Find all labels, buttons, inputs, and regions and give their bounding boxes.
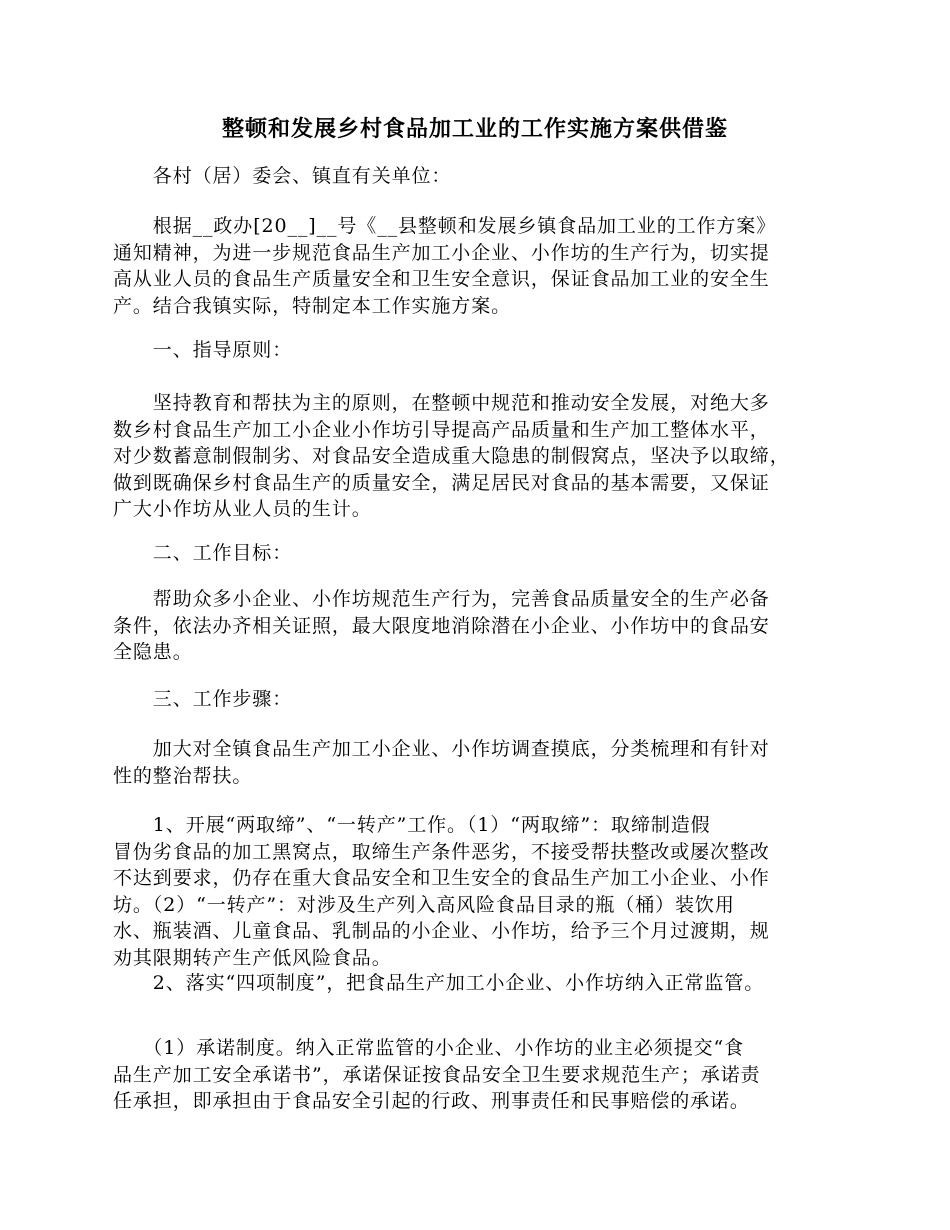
text-line: 数乡村食品生产加工小企业小作坊引导提高产品质量和生产加工整体水平， [113, 418, 770, 441]
text-line: 高从业人员的食品生产质量安全和卫生安全意识，保证食品加工业的安全生 [113, 268, 770, 290]
document-title: 整顿和发展乡村食品加工业的工作实施方案供借鉴 [221, 116, 728, 142]
steps-intro-paragraph [113, 736, 843, 789]
text-line: 做到既确保乡村食品生产的质量安全，满足居民对食品的基本需要，又保证 [113, 471, 770, 494]
step-2-1-paragraph [113, 1035, 843, 1115]
text-line: 通知精神，为进一步规范食品生产加工小企业、小作坊的生产行为，切实提 [113, 241, 770, 264]
principle-paragraph [113, 390, 843, 523]
text-line: 条件，依法办齐相关证照，最大限度地消除潜在小企业、小作坊中的食品安 [113, 614, 770, 637]
salutation [113, 163, 843, 190]
text-line: 对少数蓄意制假制劣、对食品安全造成重大隐患的制假窝点，坚决予以取缔， [113, 445, 790, 467]
goal-paragraph [113, 586, 843, 666]
text-line: 三、工作步骤： [113, 688, 293, 710]
section-heading-principle [113, 337, 843, 364]
text-line: 全隐患。 [113, 641, 193, 663]
text-line: 劝其限期转产生产低风险食品。 [113, 946, 392, 969]
text-line: 二、工作目标： [113, 542, 293, 564]
text-line: 1、开展“两取缔”、“一转产”工作。（1）“两取缔”：取缔制造假 [113, 814, 711, 836]
text-line: 产。结合我镇实际，特制定本工作实施方案。 [113, 294, 512, 317]
text-line: 加大对全镇食品生产加工小企业、小作坊调查摸底，分类梳理和有针对 [113, 738, 770, 760]
text-line: 品生产加工安全承诺书”，承诺保证按食品安全卫生要求规范生产；承诺责 [113, 1063, 761, 1086]
text-line: 各村（居）委会、镇直有关单位： [113, 165, 452, 187]
text-line: 不达到要求，仍存在重大食品安全和卫生安全的食品生产加工小企业、小作 [113, 867, 770, 889]
step-1-paragraph [113, 812, 843, 971]
section-heading-goal [113, 540, 843, 567]
text-line: 帮助众多小企业、小作坊规范生产行为，完善食品质量安全的生产必备 [113, 588, 770, 610]
text-line: 广大小作坊从业人员的生计。 [113, 498, 372, 520]
intro-paragraph [113, 213, 843, 319]
text-line: 水、瓶装酒、儿童食品、乳制品的小企业、小作坊，给予三个月过渡期，规 [113, 920, 770, 942]
text-line: 冒伪劣食品的加工黑窝点，取缔生产条件恶劣，不接受帮扶整改或屡次整改 [113, 840, 770, 863]
text-line: （1）承诺制度。纳入正常监管的小企业、小作坊的业主必须提交“食 [113, 1037, 745, 1059]
text-line: 任承担，即承担由于食品安全引起的行政、刑事责任和民事赔偿的承诺。 [113, 1090, 750, 1112]
section-heading-steps [113, 686, 843, 713]
text-line: 坚持教育和帮扶为主的原则，在整顿中规范和推动安全发展，对绝大多 [113, 392, 770, 414]
text-line: 一、指导原则： [113, 339, 293, 361]
text-line: 根据__政办[20__]__号《__县整顿和发展乡镇食品加工业的工作方案》 [113, 215, 777, 237]
text-line: 坊。（2）“一转产”：对涉及生产列入高风险食品目录的瓶（桶）装饮用 [113, 893, 735, 916]
text-line: 性的整治帮扶。 [113, 764, 253, 787]
step-2-paragraph [113, 970, 843, 997]
text-line: 2、落实“四项制度”，把食品生产加工小企业、小作坊纳入正常监管。 [113, 972, 765, 994]
